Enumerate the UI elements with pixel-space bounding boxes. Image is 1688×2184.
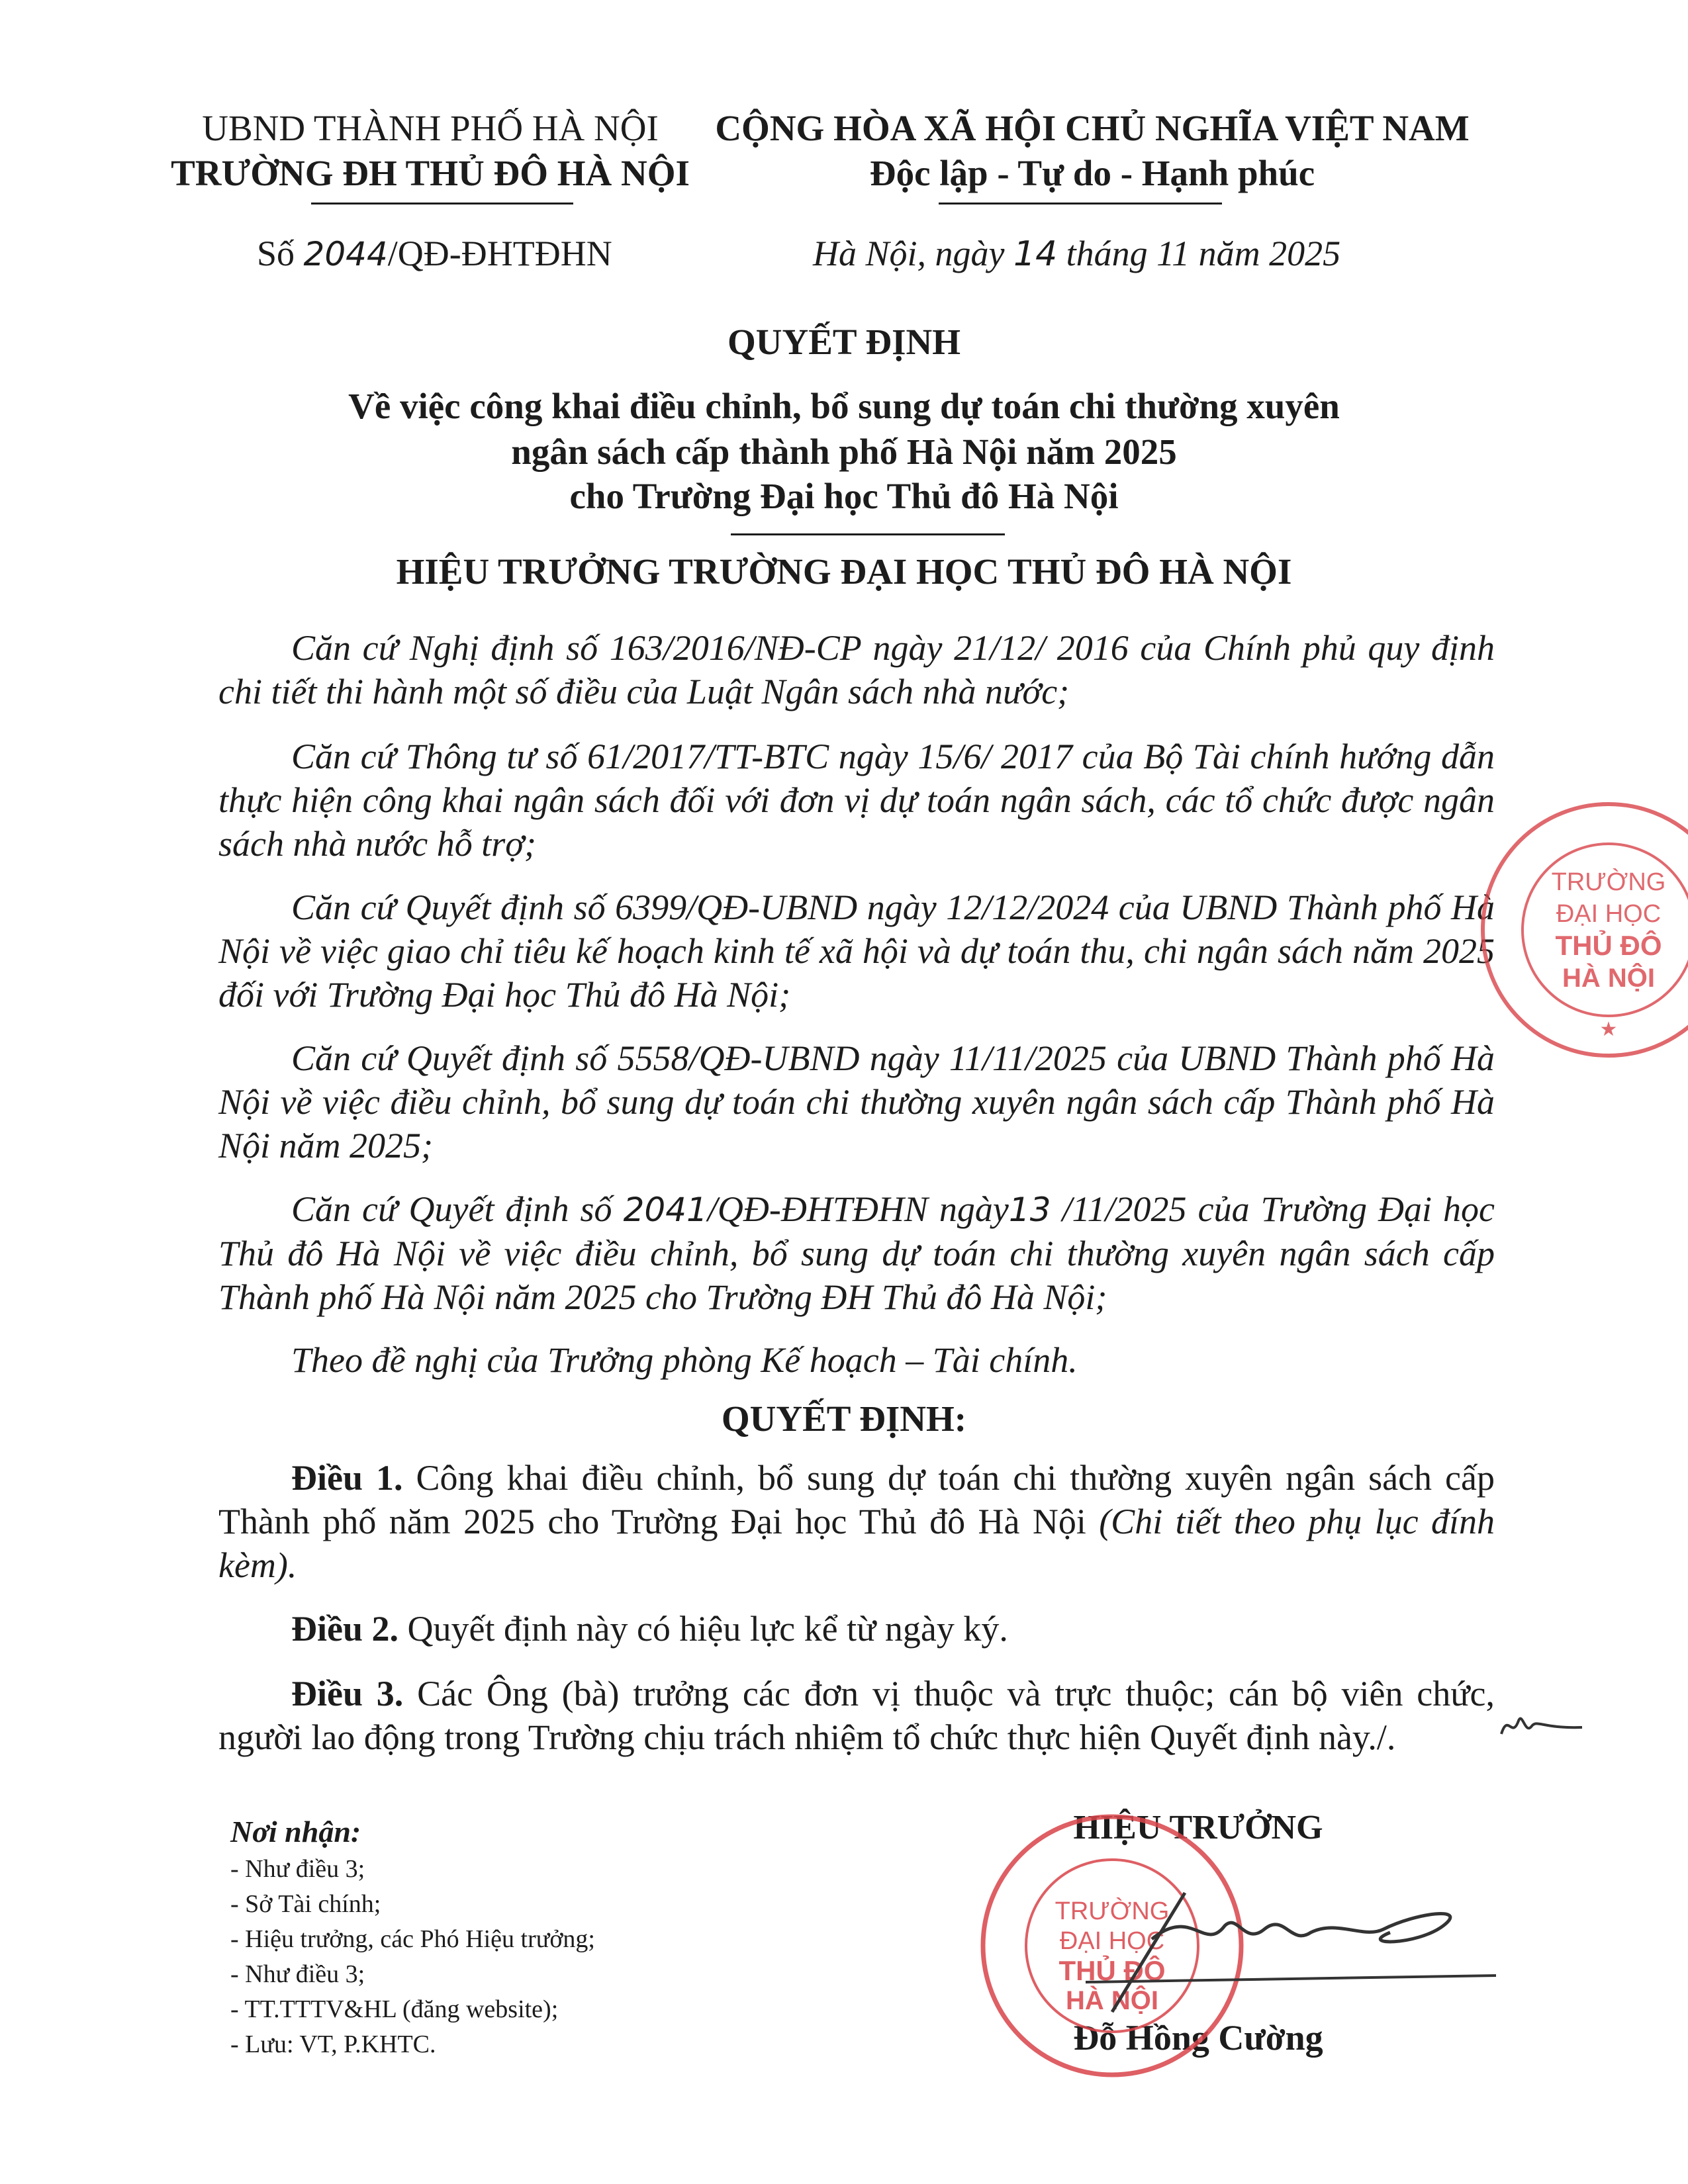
national-title [702, 106, 1483, 196]
recipient-item: - Hiệu trưởng, các Phó Hiệu trưởng; [230, 1925, 595, 1953]
document-date: Hà Nội, ngày 14 tháng 11 năm 2025 [813, 234, 1341, 274]
decision-heading: QUYẾT ĐỊNH: [721, 1398, 967, 1439]
svg-text:TRƯỜNG: TRƯỜNG [1551, 868, 1666, 896]
subject-line-2: ngân sách cấp thành phố Hà Nội năm 2025 [511, 432, 1177, 472]
article-1-note: (Chi tiết theo phụ lục đính kèm). [218, 1502, 1495, 1585]
document-number: Số 2044/QĐ-ĐHTĐHN [257, 234, 612, 273]
header-left-rule [311, 203, 573, 205]
handwritten-basis-day: 13 [1008, 1191, 1051, 1229]
signatory-title: HIỆU TRƯỞNG [1073, 1809, 1323, 1846]
legal-basis-2: Căn cứ Thông tư số 61/2017/TT-BTC ngày 15/6/ 2017 của Bộ Tài chính hướng dẫn thực hiện công khai ngân sách đối với đơn vị dự toán ngân sách, các tổ chức được ngân sách nhà nước hỗ trợ; [218, 737, 1495, 864]
svg-text:THỦ ĐÔ: THỦ ĐÔ [1058, 1955, 1166, 1986]
article-3: Điều 3. Các Ông (bà) trưởng các đơn vị thuộc và trực thuộc; cán bộ viên chức, người lao động trong Trường chịu trách nhiệm tổ chức thực hiện Quyết định này./. [218, 1674, 1495, 1757]
svg-text:HÀ NỘI: HÀ NỘI [1562, 964, 1655, 993]
recipient-item: - TT.TTTV&HL (đăng website); [230, 1995, 559, 2023]
article-2-label: Điều 2. [291, 1609, 399, 1649]
article-1-label: Điều 1. [291, 1458, 403, 1498]
handwritten-basis-number: 2041 [623, 1191, 708, 1229]
article-3-label: Điều 3. [291, 1674, 404, 1713]
nation-line-1: CỘNG HÒA XÃ HỘI CHỦ NGHĨA VIỆT NAM [715, 108, 1470, 148]
org-line-1: UBND THÀNH PHỐ HÀ NỘI [202, 108, 659, 148]
svg-text:THỦ ĐÔ: THỦ ĐÔ [1555, 930, 1662, 961]
legal-basis-1: Căn cứ Nghị định số 163/2016/NĐ-CP ngày 21/12/ 2016 của Chính phủ quy định chi tiết thi hành một số điều của Luật Ngân sách nhà nước; [218, 628, 1495, 711]
proposal-line: Theo đề nghị của Trưởng phòng Kế hoạch – Tài chính. [291, 1340, 1078, 1380]
legal-basis-5: Căn cứ Quyết định số 2041/QĐ-ĐHTĐHN ngày13 /11/2025 của Trường Đại học Thủ đô Hà Nội về việc điều chỉnh, bổ sung dự toán chi thường xuyên ngân sách cấp Thành phố Hà Nội năm 2025 cho Trường ĐH Thủ đô Hà Nội; [218, 1189, 1495, 1317]
article-2: Điều 2. Quyết định này có hiệu lực kể từ ngày ký. [291, 1609, 1008, 1649]
article-1: Điều 1. Công khai điều chỉnh, bổ sung dự toán chi thường xuyên ngân sách cấp Thành phố năm 2025 cho Trường Đại học Thủ đô Hà Nội (Chi tiết theo phụ lục đính kèm). [218, 1458, 1495, 1585]
recipient-item: - Lưu: VT, P.KHTC. [230, 2030, 436, 2058]
header-right-rule [939, 203, 1222, 205]
svg-text:TRƯỜNG: TRƯỜNG [1055, 1897, 1170, 1925]
subject-line-3: cho Trường Đại học Thủ đô Hà Nội [569, 476, 1119, 516]
legal-basis-3: Căn cứ Quyết định số 6399/QĐ-UBND ngày 12/12/2024 của UBND Thành phố Hà Nội về việc giao chỉ tiêu kế hoạch kinh tế xã hội và dự toán thu, chi ngân sách năm 2025 đối với Trường Đại học Thủ đô Hà Nội; [218, 887, 1495, 1015]
svg-text:ĐẠI HỌC: ĐẠI HỌC [1556, 900, 1662, 928]
svg-text:★: ★ [1599, 1019, 1618, 1040]
nation-line-2: Độc lập - Tự do - Hạnh phúc [869, 153, 1315, 193]
issuing-authority [159, 106, 702, 196]
subject-line-1: Về việc công khai điều chỉnh, bổ sung dự toán chi thường xuyên [348, 386, 1340, 426]
recipient-item: - Như điều 3; [230, 1960, 365, 1988]
svg-text:HÀ NỘI: HÀ NỘI [1066, 1986, 1158, 2015]
handwritten-doc-number: 2044 [303, 235, 388, 273]
recipient-item: - Như điều 3; [230, 1855, 365, 1883]
side-seal-icon [1443, 791, 1688, 1069]
recipients-title: Nơi nhận: [230, 1815, 361, 1848]
issuing-authority-title: HIỆU TRƯỞNG TRƯỜNG ĐẠI HỌC THỦ ĐÔ HÀ NỘI [396, 551, 1292, 592]
org-line-2: TRƯỜNG ĐH THỦ ĐÔ HÀ NỘI [171, 153, 690, 193]
initial-mark-icon [1496, 1706, 1589, 1746]
signature-scribble-icon [1072, 1866, 1503, 2025]
recipients-block [230, 1812, 595, 2062]
legal-basis-4: Căn cứ Quyết định số 5558/QĐ-UBND ngày 11/11/2025 của UBND Thành phố Hà Nội về việc điều chỉnh, bổ sung dự toán chi thường xuyên ngân sách cấp Thành phố Hà Nội năm 2025; [218, 1038, 1495, 1165]
document-heading: QUYẾT ĐỊNH [727, 322, 961, 362]
recipient-item: - Sở Tài chính; [230, 1890, 381, 1918]
handwritten-date-day: 14 [1013, 234, 1058, 274]
svg-text:ĐẠI HỌC: ĐẠI HỌC [1059, 1927, 1165, 1955]
signatory-name: Đỗ Hồng Cường [1073, 2018, 1323, 2058]
title-rule [731, 533, 1005, 535]
